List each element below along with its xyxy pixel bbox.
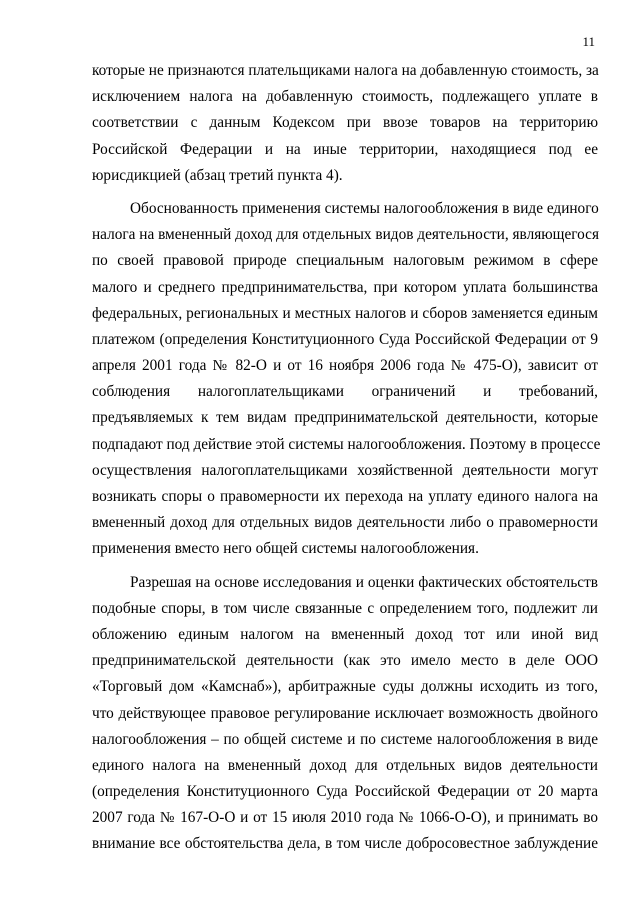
text-line: соблюдения налогоплательщиками ограничений и требований, bbox=[92, 383, 598, 401]
text-line: Обоснованность применения системы налогообложения в виде единого bbox=[130, 199, 599, 217]
text-line: возникать споры о правомерности их перехода на уплату единого налога на bbox=[92, 488, 598, 505]
text-line: малого и среднего предпринимательства, при котором уплата большинства bbox=[92, 278, 598, 296]
text-line: (определения Конституционного Суда Российской Федерации от 20 марта bbox=[92, 783, 598, 801]
text-line: платежом (определения Конституционного Суда Российской Федерации от 9 bbox=[92, 330, 598, 348]
paragraph bbox=[92, 570, 598, 858]
text-line: «Торговый дом «Камснаб»), арбитражные суды должны исходить из того, bbox=[92, 678, 598, 696]
text-line: которые не признаются плательщиками налога на добавленную стоимость, за bbox=[92, 62, 599, 79]
text-line: федеральных, региональных и местных налогов и сборов заменяется единым bbox=[92, 304, 598, 322]
text-line: подобные споры, в том числе связанные с определением того, подлежит ли bbox=[92, 599, 598, 617]
text-line: вмененный доход для отдельных видов деятельности либо о правомерности bbox=[92, 514, 598, 532]
text-line: 2007 года № 167-О-О и от 15 июля 2010 года № 1066-О-О), и принимать во bbox=[92, 809, 598, 827]
text-line: подпадают под действие этой системы налогообложения. Поэтому в процессе bbox=[92, 435, 601, 453]
text-line: осуществления налогоплательщиками хозяйственной деятельности могут bbox=[92, 461, 598, 479]
text-line: обложению единым налогом на вмененный доход тот или иной вид bbox=[92, 625, 598, 643]
text-line: апреля 2001 года № 82-О и от 16 ноября 2006 года № 475-О), зависит от bbox=[92, 357, 598, 375]
text-line: внимание все обстоятельства дела, в том числе добросовестное заблуждение bbox=[92, 835, 598, 853]
text-line: что действующее правовое регулирование исключает возможность двойного bbox=[92, 704, 598, 722]
text-line: предъявляемых к тем видам предпринимательской деятельности, которые bbox=[92, 409, 598, 427]
page-number: 11 bbox=[582, 34, 595, 49]
text-line: единого налога на вмененный доход для отдельных видов деятельности bbox=[92, 756, 598, 774]
text-line: предпринимательской деятельности (как это имело место в деле ООО bbox=[92, 652, 598, 670]
text-line: юрисдикцией (абзац третий пункта 4). bbox=[92, 166, 343, 184]
text-line: налога на вмененный доход для отдельных видов деятельности, являющегося bbox=[92, 226, 599, 244]
text-line: по своей правовой природе специальным налоговым режимом в сфере bbox=[92, 252, 598, 270]
text-line: соответствии с данным Кодексом при ввозе товаров на территорию bbox=[92, 114, 598, 132]
paragraph bbox=[92, 196, 601, 563]
text-line: исключением налога на добавленную стоимость, подлежащего уплате в bbox=[92, 88, 598, 106]
text-line: Разрешая на основе исследования и оценки фактических обстоятельств bbox=[130, 573, 598, 591]
text-line: применения вместо него общей системы налогообложения. bbox=[92, 540, 479, 558]
paragraph bbox=[92, 58, 598, 189]
text-line: налогообложения – по общей системе и по системе налогообложения в виде bbox=[92, 730, 598, 748]
text-line: Российской Федерации и на иные территории, находящиеся под ее bbox=[92, 140, 598, 158]
document-body bbox=[92, 58, 601, 858]
